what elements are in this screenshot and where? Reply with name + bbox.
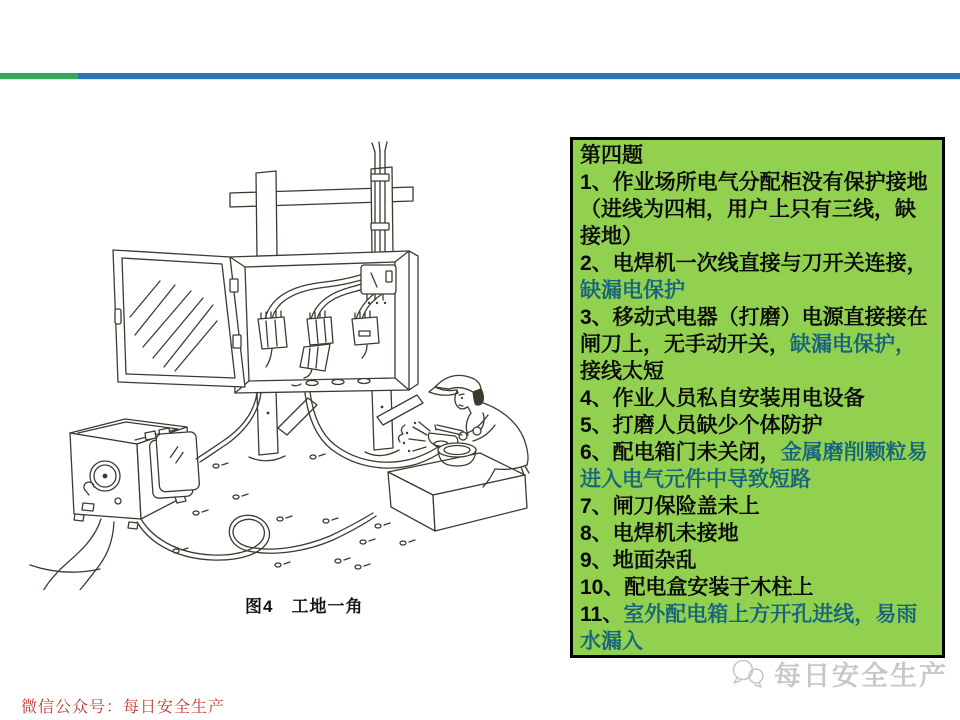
panel-title: 第四题 (580, 144, 643, 167)
panel-item-3 (580, 304, 935, 385)
welding-machine (70, 419, 200, 529)
text-run: 7、闸刀保险盖未上 (580, 495, 760, 518)
text-run: 2、电焊机一次线直接与刀开关连接， (580, 252, 928, 275)
panel-item-8 (580, 520, 935, 547)
text-run: 1、作业场所电气分配柜没有保护接地（进线为四相，用户上只有三线，缺接地） (580, 171, 928, 248)
highlight-run: 室外配电箱上方开孔进线，易雨水漏入 (580, 603, 918, 653)
text-run: 3、移动式电器（打磨）电源直接接在闸刀上，无手动开关， (580, 306, 928, 356)
top-stripe (0, 73, 960, 80)
panel-item-9 (580, 547, 935, 574)
text-run: 8、电焊机未接地 (580, 522, 739, 545)
watermark (728, 654, 948, 693)
highlight-run: 金属磨削颗粒易进入电气元件中导致短路 (580, 441, 928, 491)
text-run: 9、地面杂乱 (580, 549, 697, 572)
stripe-green-segment (0, 73, 78, 79)
site-sketch (25, 95, 565, 590)
text-run: 11、 (580, 603, 624, 626)
construction-site-illustration (25, 95, 565, 625)
box-door-open (113, 250, 245, 387)
panel-item-1 (580, 169, 935, 250)
panel-item-5 (580, 412, 935, 439)
figure-caption: 图4 工地一角 (245, 597, 364, 616)
answer-panel (570, 137, 945, 658)
text-run: 4、作业人员私自安装用电设备 (580, 387, 865, 410)
panel-item-7 (580, 493, 935, 520)
panel-item-4 (580, 385, 935, 412)
text-run: 6、配电箱门未关闭， (580, 441, 781, 464)
highlight-run: 缺漏电保护 (580, 279, 685, 302)
watermark-text: 每日安全生产 (774, 661, 948, 691)
panel-item-2 (580, 250, 935, 304)
panel-items (580, 169, 935, 655)
text-run: 5、打磨人员缺少个体防护 (580, 414, 823, 437)
stone-block (388, 453, 527, 531)
panel-item-6 (580, 439, 935, 493)
text-run: 接线太短 (580, 360, 664, 383)
text-run: 10、配电盒安装于木柱上 (580, 576, 814, 599)
wechat-logo-icon (728, 657, 768, 691)
wechat-account-label: 微信公众号：每日安全生产 (21, 699, 226, 716)
highlight-run: 缺漏电保护， (790, 333, 916, 356)
stripe-blue-segment (78, 73, 960, 79)
panel-item-11 (580, 601, 935, 655)
panel-item-10 (580, 574, 935, 601)
